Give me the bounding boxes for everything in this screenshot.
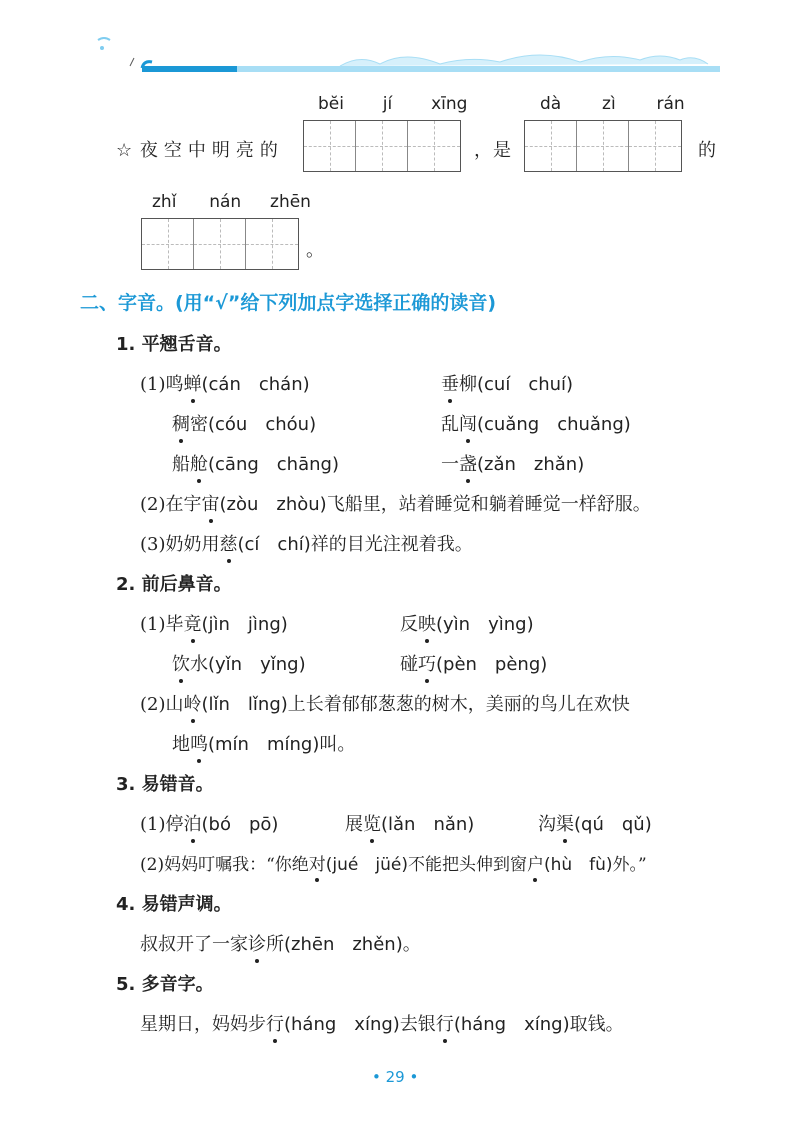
text: 取钱。 bbox=[569, 1014, 624, 1035]
pinyin-zi: zì bbox=[602, 94, 616, 114]
part1-title: 1. 平翘舌音。 bbox=[116, 334, 232, 355]
text: (3)奶奶用 bbox=[140, 534, 220, 555]
char: 一 bbox=[441, 454, 459, 475]
char: 鸣 bbox=[165, 374, 184, 395]
char: 柳 bbox=[459, 374, 477, 395]
dotted-char: 户 bbox=[527, 850, 544, 875]
p1-line2 bbox=[140, 490, 651, 516]
text: 上长着郁郁葱葱的树木，美丽的鸟儿在欢快 bbox=[287, 694, 630, 715]
pinyin-choice[interactable]: (hù fù) bbox=[543, 855, 613, 875]
dotted-char: 蝉 bbox=[184, 370, 202, 396]
text: 外。” bbox=[612, 855, 647, 875]
char: 密 bbox=[190, 414, 208, 435]
pinyin-choice[interactable]: (cí chí) bbox=[237, 534, 311, 555]
pinyin-choice[interactable]: (cāng chāng) bbox=[208, 454, 339, 475]
answer-box-2[interactable] bbox=[524, 120, 682, 172]
p2-row1-left bbox=[140, 610, 288, 636]
dotted-char: 行 bbox=[266, 1010, 284, 1036]
p5-line bbox=[140, 1010, 624, 1036]
dotted-char: 对 bbox=[309, 850, 326, 875]
dotted-char: 泊 bbox=[184, 810, 202, 836]
text: 所 bbox=[266, 934, 284, 955]
answer-cell[interactable] bbox=[142, 219, 194, 269]
pinyin-choice[interactable]: (háng xíng) bbox=[453, 1014, 570, 1035]
answer-cell[interactable] bbox=[629, 121, 681, 171]
pinyin-choice[interactable]: (bó pō) bbox=[201, 814, 279, 835]
pinyin-choice[interactable]: (zhēn zhěn) bbox=[284, 934, 403, 955]
p4-line bbox=[140, 930, 421, 956]
p1-row1-right bbox=[441, 370, 573, 396]
pinyin-choice[interactable]: (cuí chuí) bbox=[477, 374, 574, 395]
dotted-char: 垂 bbox=[441, 370, 459, 396]
dotted-char: 闯 bbox=[459, 410, 477, 436]
p2-line2b bbox=[172, 730, 355, 756]
pinyin-xing: xīng bbox=[431, 94, 468, 114]
char: 船 bbox=[172, 454, 190, 475]
part5-title: 5. 多音字。 bbox=[116, 974, 214, 995]
dotted-char: 渠 bbox=[556, 810, 574, 836]
pinyin-choice[interactable]: (zòu zhòu) bbox=[219, 494, 327, 515]
answer-cell[interactable] bbox=[525, 121, 577, 171]
text: 碰 bbox=[400, 654, 418, 675]
answer-box-3[interactable] bbox=[141, 218, 299, 270]
dotted-char: 饮 bbox=[172, 650, 190, 676]
text-after: 的 bbox=[698, 140, 717, 161]
dotted-char: 览 bbox=[363, 810, 381, 836]
pinyin-zhi: zhǐ bbox=[152, 192, 177, 212]
pinyin-choice[interactable]: (cuǎng chuǎng) bbox=[477, 414, 631, 435]
dotted-char: 映 bbox=[418, 610, 436, 636]
p2-row1-right bbox=[400, 610, 534, 636]
text: 不能把头伸到窗 bbox=[407, 855, 527, 875]
pinyin-da: dà bbox=[540, 94, 562, 114]
p2-row2-right bbox=[400, 650, 547, 676]
dotted-char: 舱 bbox=[190, 450, 208, 476]
pinyin-choice[interactable]: (háng xíng) bbox=[284, 1014, 400, 1035]
p3-line1-c bbox=[538, 810, 652, 836]
answer-cell[interactable] bbox=[304, 121, 356, 171]
text: 去银 bbox=[399, 1014, 436, 1035]
pinyin-choice[interactable]: (yìn yìng) bbox=[436, 614, 534, 635]
p1-row3-right bbox=[441, 450, 584, 476]
text-before: 夜空中明亮的 bbox=[139, 140, 284, 161]
text: 地 bbox=[172, 734, 190, 755]
dotted-char: 岭 bbox=[184, 690, 202, 716]
pinyin-choice[interactable]: (jué jüé) bbox=[325, 855, 408, 875]
header-wave-decoration bbox=[80, 28, 720, 78]
p1-row3-left bbox=[172, 450, 339, 476]
end-mark: 。 bbox=[306, 240, 325, 261]
answer-cell[interactable] bbox=[194, 219, 246, 269]
pinyin-choice[interactable]: (mín míng) bbox=[208, 734, 320, 755]
answer-box-1[interactable] bbox=[303, 120, 461, 172]
pinyin-choice[interactable]: (lǐn lǐng) bbox=[201, 694, 288, 715]
dotted-char: 行 bbox=[436, 1010, 454, 1036]
text: 反 bbox=[400, 614, 418, 635]
p1-row2-left bbox=[172, 410, 316, 436]
star-icon: ☆ bbox=[116, 140, 134, 161]
text: (1)毕 bbox=[140, 614, 184, 635]
part4-title: 4. 易错声调。 bbox=[116, 894, 232, 915]
pinyin-choice[interactable]: (zǎn zhǎn) bbox=[477, 454, 585, 475]
dotted-char: 慈 bbox=[220, 530, 238, 556]
text: (1)停 bbox=[140, 814, 184, 835]
part3-title: 3. 易错音。 bbox=[116, 774, 214, 795]
dotted-char: 鸣 bbox=[190, 730, 208, 756]
pinyin-choice[interactable]: (yǐn yǐng) bbox=[208, 654, 306, 675]
item-label: (1) bbox=[140, 374, 166, 395]
star-line-prefix bbox=[116, 136, 284, 162]
dotted-char: 竟 bbox=[184, 610, 202, 636]
pinyin-choice[interactable]: (qú qǔ) bbox=[574, 814, 652, 835]
pinyin-choice[interactable]: (cán chán) bbox=[201, 374, 310, 395]
p3-line1-a bbox=[140, 810, 278, 836]
dotted-char: 宙 bbox=[202, 490, 220, 516]
text: 叫。 bbox=[319, 734, 356, 755]
text: 飞船里，站着睡觉和躺着睡觉一样舒服。 bbox=[326, 494, 651, 515]
answer-cell[interactable] bbox=[356, 121, 408, 171]
text: (2)在宇 bbox=[140, 494, 202, 515]
pinyin-choice[interactable]: (cóu chóu) bbox=[208, 414, 317, 435]
char: 乱 bbox=[441, 414, 459, 435]
pinyin-choice[interactable]: (jìn jìng) bbox=[201, 614, 288, 635]
text: 水 bbox=[190, 654, 208, 675]
p1-row2-right bbox=[441, 410, 631, 436]
p3-line1-b bbox=[345, 810, 474, 836]
p2-line2a bbox=[140, 690, 630, 716]
pinyin-choice[interactable]: (lǎn nǎn) bbox=[381, 814, 475, 835]
dotted-char: 诊 bbox=[248, 930, 266, 956]
pinyin-nan: nán bbox=[209, 192, 242, 212]
p2-row2-left bbox=[172, 650, 306, 676]
text: (2)妈妈叮嘱我：“你绝 bbox=[140, 855, 309, 875]
p1-line3 bbox=[140, 530, 473, 556]
box1-pinyin bbox=[318, 94, 467, 114]
pinyin-ran: rán bbox=[656, 94, 685, 114]
text: 星期日，妈妈步 bbox=[140, 1014, 266, 1035]
text: 祥的目光注视着我。 bbox=[310, 534, 473, 555]
box3-pinyin bbox=[152, 192, 311, 212]
text: 叔叔开了一家 bbox=[140, 934, 248, 955]
text-middle: ，是 bbox=[474, 140, 512, 161]
dotted-char: 稠 bbox=[172, 410, 190, 436]
section2-title: 二、字音。(用“√”给下列加点字选择正确的读音) bbox=[80, 292, 497, 314]
pinyin-bei: bĕi bbox=[318, 94, 344, 114]
p1-row1-left bbox=[140, 370, 310, 396]
pinyin-ji: jí bbox=[382, 94, 393, 114]
answer-cell[interactable] bbox=[408, 121, 460, 171]
text: 。 bbox=[402, 934, 421, 955]
answer-cell[interactable] bbox=[577, 121, 629, 171]
part2-title: 2. 前后鼻音。 bbox=[116, 574, 232, 595]
pinyin-zhen: zhēn bbox=[270, 192, 311, 212]
text: (2)山 bbox=[140, 694, 184, 715]
text: 展 bbox=[345, 814, 363, 835]
dotted-char: 巧 bbox=[418, 650, 436, 676]
pinyin-choice[interactable]: (pèn pèng) bbox=[436, 654, 548, 675]
page-number: • 29 • bbox=[372, 1068, 419, 1086]
text: 沟 bbox=[538, 814, 556, 835]
box2-pinyin bbox=[540, 94, 685, 114]
p3-line2 bbox=[140, 850, 647, 875]
answer-cell[interactable] bbox=[246, 219, 298, 269]
dotted-char: 盏 bbox=[459, 450, 477, 476]
